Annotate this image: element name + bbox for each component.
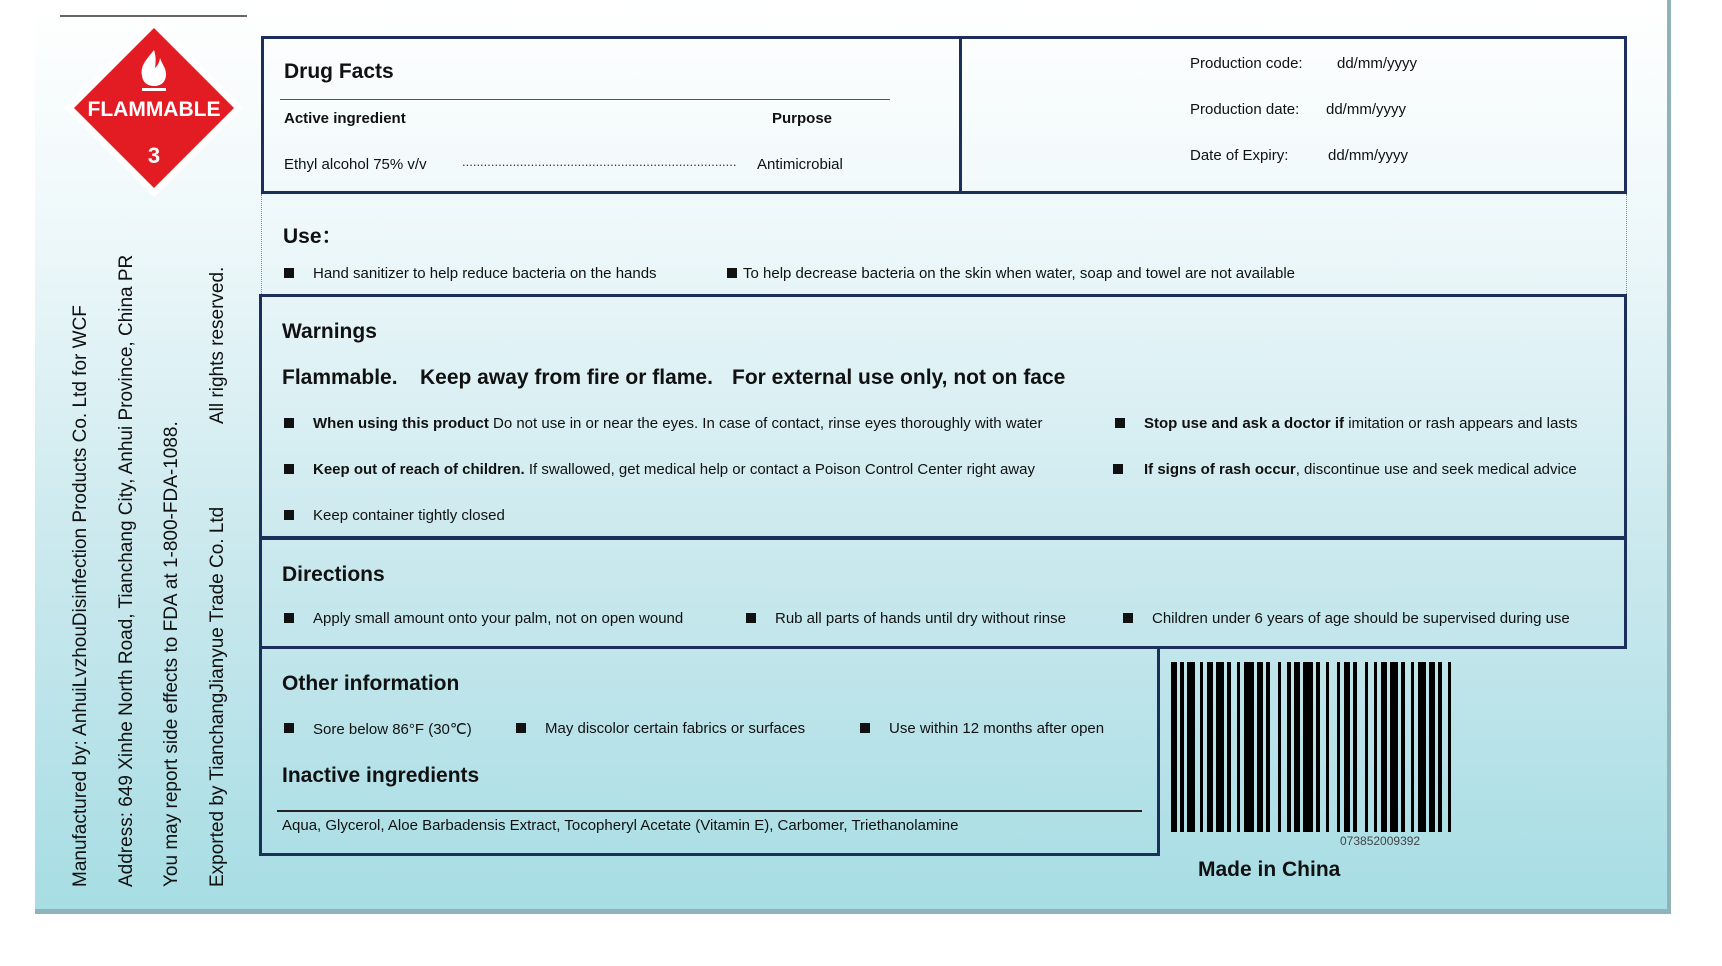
direction-bullet xyxy=(1123,613,1133,623)
barcode-bar xyxy=(1257,662,1263,832)
use-bullet xyxy=(727,268,737,278)
barcode-bar xyxy=(1303,662,1313,832)
inactive-rule xyxy=(277,810,1142,812)
warning-bullet xyxy=(1113,464,1123,474)
other-info-bullet xyxy=(860,723,870,733)
barcode-bar xyxy=(1390,662,1398,832)
flammable-hazard-diamond xyxy=(62,16,246,200)
production-date-label: Production date: xyxy=(1190,101,1300,118)
barcode-bar xyxy=(1200,662,1203,832)
drug-facts-rule xyxy=(280,99,890,100)
barcode-bar xyxy=(1294,662,1300,832)
barcode-bar xyxy=(1411,662,1414,832)
barcode-bar xyxy=(1381,662,1387,832)
barcode-bar xyxy=(1180,662,1184,832)
directions-title: Directions xyxy=(282,563,385,586)
warning-bullet xyxy=(284,418,294,428)
warnings-headline-fire: Keep away from fire or flame. xyxy=(420,366,713,389)
warning-item: If signs of rash occur, discontinue use and seek medical advice xyxy=(1144,461,1577,478)
barcode-bar xyxy=(1266,662,1270,832)
barcode-bar xyxy=(1207,662,1213,832)
warning-item: Keep container tightly closed xyxy=(313,507,505,524)
barcode-bar xyxy=(1227,662,1231,832)
barcode-bar xyxy=(1337,662,1340,832)
inactive-ingredients-title: Inactive ingredients xyxy=(282,764,480,787)
barcode-bar xyxy=(1429,662,1435,832)
other-info-item: Sore below 86°F (30℃) xyxy=(313,721,472,738)
hazard-word: FLAMMABLE xyxy=(87,98,221,121)
purpose-value: Antimicrobial xyxy=(757,156,843,173)
barcode-bar xyxy=(1365,662,1368,832)
use-bullet xyxy=(284,268,294,278)
other-info-item: Use within 12 months after open xyxy=(889,720,1105,737)
warnings-headline-flammable: Flammable. xyxy=(282,366,398,389)
report-text: You may report side effects to FDA at 1-800-FDA-1088. xyxy=(161,421,182,887)
warning-item: When using this product Do not use in or near the eyes. In case of contact, rinse eyes thoroughly with water xyxy=(313,415,1043,432)
barcode-bar xyxy=(1448,662,1451,832)
use-item: To help decrease bacteria on the skin when water, soap and towel are not available xyxy=(743,265,1296,282)
directions-box xyxy=(259,537,1627,649)
production-date-value: dd/mm/yyyy xyxy=(1326,101,1407,118)
production-code-label: Production code: xyxy=(1190,55,1303,72)
warning-bullet xyxy=(284,464,294,474)
use-item: Hand sanitizer to help reduce bacteria on the hands xyxy=(313,265,657,282)
barcode-bar xyxy=(1187,662,1195,832)
barcode-bar xyxy=(1244,662,1254,832)
barcode-bar xyxy=(1237,662,1240,832)
barcode-bar xyxy=(1344,662,1350,832)
made-in-china: Made in China xyxy=(1198,858,1341,881)
barcode-bar xyxy=(1216,662,1224,832)
barcode-bar xyxy=(1326,662,1329,832)
barcode-bar xyxy=(1418,662,1426,832)
barcode-bar xyxy=(1287,662,1291,832)
drug-facts-title: Drug Facts xyxy=(284,60,394,83)
barcode-number: 073852009392 xyxy=(1340,834,1421,848)
barcode xyxy=(1165,660,1605,835)
other-info-title: Other information xyxy=(282,672,460,695)
warning-item: Keep out of reach of children. If swallowed, get medical help or contact a Poison Control Center right away xyxy=(313,461,1035,478)
barcode-bar xyxy=(1316,662,1320,832)
other-info-bullet xyxy=(516,723,526,733)
expiry-label: Date of Expiry: xyxy=(1190,147,1289,164)
warnings-headline-external: For external use only, not on face xyxy=(732,366,1066,389)
expiry-value: dd/mm/yyyy xyxy=(1328,147,1409,164)
other-info-item: May discolor certain fabrics or surfaces xyxy=(545,720,806,737)
barcode-bar xyxy=(1278,662,1281,832)
rights-text: All rights reserved. xyxy=(207,266,228,424)
direction-bullet xyxy=(284,613,294,623)
direction-bullet xyxy=(746,613,756,623)
inactive-ingredients-text: Aqua, Glycerol, Aloe Barbadensis Extract, Tocopheryl Acetate (Vitamin E), Carbomer, Triethanolamine xyxy=(282,817,959,834)
direction-item: Children under 6 years of age should be supervised during use xyxy=(1152,610,1570,627)
active-ingredient: Ethyl alcohol 75% v/v xyxy=(284,156,427,173)
active-ingredient-header: Active ingredient xyxy=(284,110,406,127)
warning-bullet xyxy=(284,510,294,520)
hazard-class-number: 3 xyxy=(147,143,161,168)
warning-item: Stop use and ask a doctor if imitation or rash appears and lasts xyxy=(1144,415,1578,432)
address-text: Address: 649 Xinhe North Road, Tianchang City, Anhui Province, China PR xyxy=(116,254,137,887)
direction-item: Rub all parts of hands until dry without rinse xyxy=(775,610,1066,627)
barcode-bar xyxy=(1353,662,1357,832)
direction-item: Apply small amount onto your palm, not on open wound xyxy=(313,610,684,627)
exporter-text: Exported by TianchangJianyue Trade Co. Ltd xyxy=(207,506,228,887)
purpose-header: Purpose xyxy=(772,110,833,127)
warning-bullet xyxy=(1115,418,1125,428)
other-info-bullet xyxy=(284,723,294,733)
warnings-title: Warnings xyxy=(282,320,377,343)
barcode-bar xyxy=(1374,662,1377,832)
barcode-bar xyxy=(1171,662,1177,832)
barcode-bar xyxy=(1401,662,1405,832)
production-code-value: dd/mm/yyyy xyxy=(1337,55,1418,72)
barcode-bar xyxy=(1438,662,1442,832)
manufacturer-text: Manufactured by: AnhuiLvzhouDisinfection Products Co. Ltd for WCF xyxy=(70,305,91,887)
leader-dots: ............................................................................ xyxy=(462,154,737,169)
use-title: Use： xyxy=(283,225,343,248)
